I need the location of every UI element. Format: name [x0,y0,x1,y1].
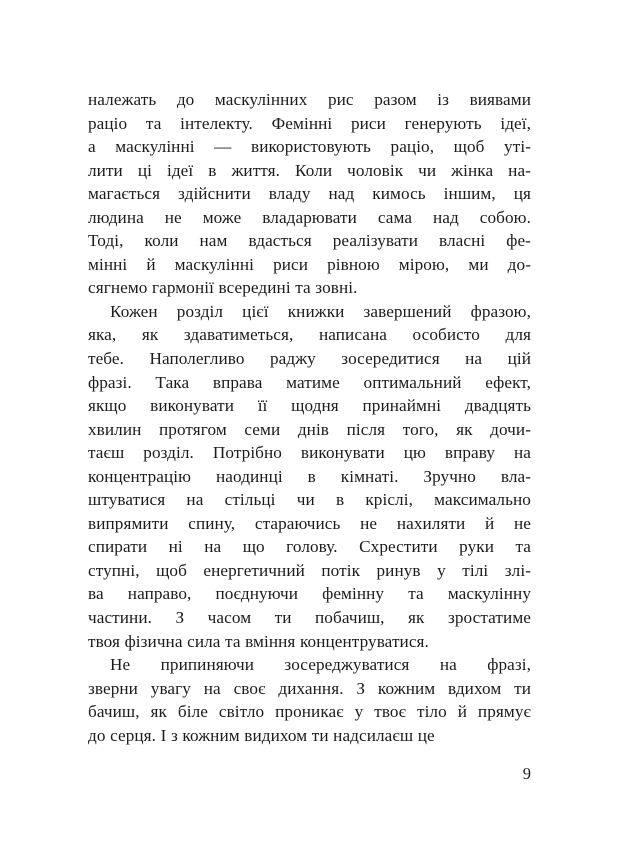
paragraph-2 [88,300,531,653]
text-line: раціо та інтелекту. Фемінні риси генерують ідеї, [88,113,531,133]
text-line: тебе. Наполегливо раджу зосередитися на цій [88,349,531,369]
text-line: таєш розділ. Потрібно виконувати цю вправу на [88,443,531,463]
text-line: ступні, щоб енергетичний потік ринув у тілі злі- [88,560,531,580]
text-line: магається здійснити владу над кимось іншим, ця [88,184,531,204]
text-line: спирати ні на що голову. Схрестити руки та [88,537,531,557]
text-line: а маскулінні — використовують раціо, щоб уті- [88,137,531,157]
text-line: ва направо, поєднуючи фемінну та маскулінну [88,584,531,604]
text-line: зверни увагу на своє дихання. З кожним вдихом ти [88,678,531,698]
text-line: штуватися на стільці чи в кріслі, максимально [88,490,531,510]
text-line: фразі. Така вправа матиме оптимальний ефект, [88,372,531,392]
text-line: Не припиняючи зосереджуватися на фразі, [110,655,531,675]
text-line: до серця. І з кожним видихом ти надсилаєш це [88,725,435,745]
text-line: лити ці ідеї в життя. Коли чоловік чи жінка на- [88,160,531,180]
text-line: хвилин протягом семи днів після того, як дочи- [88,419,531,439]
text-line: сягнемо гармонії всередині та зовні. [88,278,358,298]
text-line: мінні й маскулінні риси рівною мірою, ми до- [88,254,531,274]
text-line: Кожен розділ цієї книжки завершений фразою, [110,301,531,321]
text-line: Тоді, коли нам вдасться реалізувати власні фе- [88,231,531,251]
text-line: випрямити спину, стараючись не нахиляти й не [88,513,531,533]
text-line: належать до маскулінних рис разом із виявами [88,90,531,109]
text-line: частини. З часом ти побачиш, як зростатиме [88,608,531,628]
text-line: якщо виконувати її щодня принаймні двадцять [88,396,531,416]
paragraph-3 [88,653,531,747]
paragraph-1 [88,88,531,300]
text-line: концентрацію наодинці в кімнаті. Зручно вла- [88,466,531,486]
text-line: людина не може владарювати сама над собою. [88,207,531,227]
page-body-text [88,88,531,747]
page-number: 9 [522,764,531,783]
text-line: твоя фізична сила та вміння концентруватися. [88,631,429,651]
text-line: яка, як здаватиметься, написана особисто для [88,325,531,345]
text-line: бачиш, як біле світло проникає у твоє тіло й прямує [88,702,531,722]
